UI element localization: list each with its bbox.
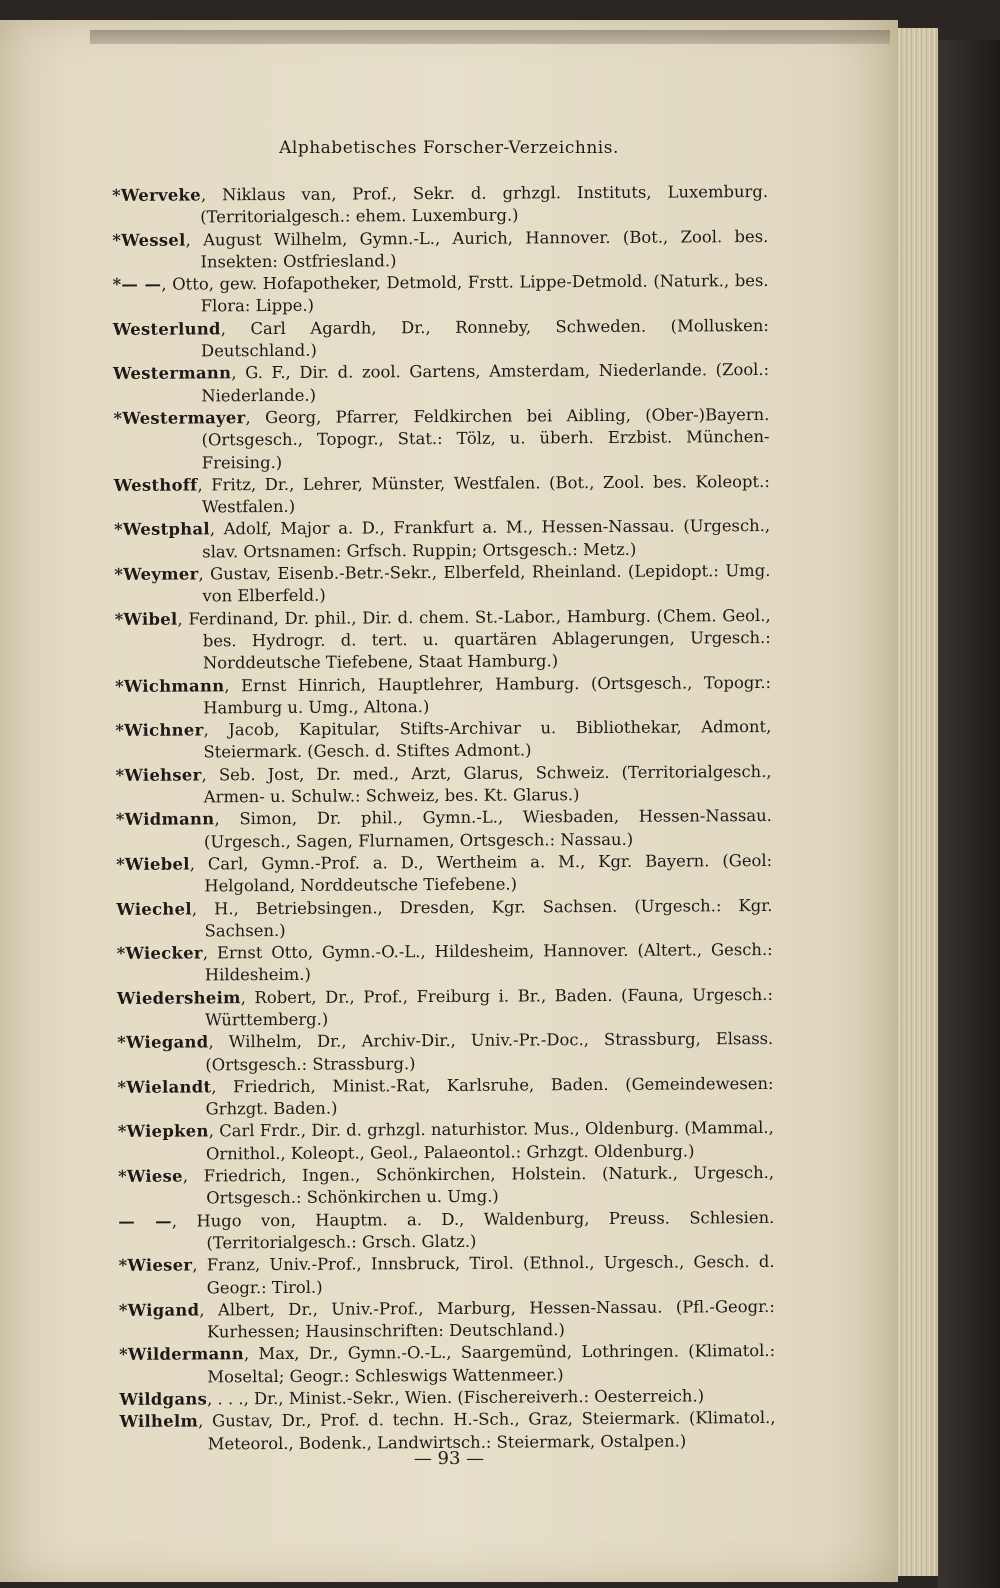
entry-name: *Wildermann [119,1344,244,1365]
list-item [111,716,771,765]
entry-details: , Friedrich, Ingen., Schönkirchen, Holstein. (Naturk., Urgesch., Ortsgesch.: Schönkirchen u. Umg.) [182,1163,775,1208]
entry-details: , Carl Frdr., Dir. d. grhzgl. naturhistor. Mus., Oldenburg. (Mammal., Ornithol., Koleopt., Geol., Palaeontol.: Grhzgt. Oldenburg.) [205,1118,774,1164]
entry-name: *Wessel [112,230,186,250]
entry-name: Westerlund [112,319,221,339]
book-cover-edge [938,40,1000,1588]
list-item [110,471,770,520]
list-item [112,805,772,854]
entry-name: *Wibel [114,609,178,629]
list-item [112,850,772,899]
entry-details: , Friedrich, Minist.-Rat, Karlsruhe, Baden. (Gemeindewesen: Grhzgt. Baden.) [205,1073,774,1119]
entry-details: , Albert, Dr., Univ.-Prof., Marburg, Hessen-Nassau. (Pfl.-Geogr.: Kurhessen; Hausinschriften: Deutschland.) [199,1296,775,1342]
entry-details: , Franz, Univ.-Prof., Innsbruck, Tirol. (Ethnol., Urgesch., Gesch. d. Geogr.: Tirol.) [192,1252,775,1297]
list-item [113,1073,773,1122]
entry-name: *Wieser [118,1255,193,1276]
entry-details: , Simon, Dr. phil., Gymn.-L., Wiesbaden, Hessen-Nassau. (Urgesch., Sagen, Flurnamen, Ortsgesch.: Nassau.) [203,806,772,852]
entry-name: Wiechel [116,899,192,919]
entry-details: , Adolf, Major a. D., Frankfurt a. M., Hessen-Nassau. (Urgesch., slav. Ortsnamen: Grfsch. Ruppin; Ortsgesch.: Metz.) [202,516,771,562]
running-head: Alphabetisches Forscher-Verzeichnis. [279,138,619,158]
entry-details: , Robert, Dr., Prof., Freiburg i. Br., Baden. (Fauna, Urgesch.: Württemberg.) [205,984,774,1030]
entry-details: , Carl Agardh, Dr., Ronneby, Schweden. (Mollusken: Deutschland.) [200,315,769,361]
list-item [115,1251,775,1300]
entry-name: *Wichmann [115,675,225,696]
entry-name: *Wiepken [117,1121,209,1142]
entry-name: *Wichner [115,720,204,741]
book-page [0,20,898,1582]
entry-details: , Max, Dr., Gymn.-O.-L., Saargemünd, Lothringen. (Klimatol.: Moseltal; Geogr.: Schleswigs Wattenmeer.) [207,1341,776,1387]
entry-name: Westermann [113,363,232,384]
list-item [114,1207,774,1256]
entry-name: — — [118,1211,172,1231]
entry-list [108,181,776,1456]
entry-details: , . . ., Dr., Minist.-Sekr., Wien. (Fischereiverh.: Oesterreich.) [207,1386,705,1409]
list-item [114,1162,774,1211]
entry-details: , Gustav, Dr., Prof. d. techn. H.-Sch., Graz, Steiermark. (Klimatol., Meteorol., Bodenk., Landwirtsch.: Steiermark, Ostalpen.) [198,1408,776,1454]
entry-details: , Seb. Jost, Dr. med., Arzt, Glarus, Schweiz. (Territorialgesch., Armen- u. Schulw.: Schweiz, bes. Kt. Glarus.) [201,761,772,807]
list-item [113,1028,773,1077]
list-item [109,359,769,408]
entry-name: *Widmann [115,809,215,830]
entry-name: *Wigand [118,1300,200,1320]
entry-name: *Westermayer [113,408,246,428]
entry-details: , Otto, gew. Hofapotheker, Detmold, Frstt. Lippe-Detmold. (Naturk., bes. Flora: Lippe.) [161,271,769,316]
entry-name: *Wiecker [116,943,203,964]
entry-name: *Wielandt [117,1077,212,1097]
list-item [114,1117,774,1166]
entry-name: Westhoff [113,475,198,495]
entry-name: *Wiebel [116,854,190,874]
entry-details: , H., Betriebsingen., Dresden, Kgr. Sachsen. (Urgesch.: Kgr. Sachsen.) [191,895,773,941]
list-item [115,1340,775,1389]
entry-details: , Niklaus van, Prof., Sekr. d. grhzgl. Instituts, Luxemburg. (Territorialgesch.: ehem. Luxemburg.) [200,181,769,227]
entry-name: *Werveke [112,185,201,205]
entry-details: , Jacob, Kapitular, Stifts-Archivar u. Bibliothekar, Admont, Steiermark. (Gesch. d. Stiftes Admont.) [203,717,772,762]
list-item [113,939,773,988]
entry-details: , August Wilhelm, Gymn.-L., Aurich, Hannover. (Bot., Zool. bes. Insekten: Ostfriesland.) [185,226,769,272]
entry-name: Wildgans [119,1389,208,1409]
entry-name: *Wiese [117,1166,183,1187]
entry-details: , Georg, Pfarrer, Feldkirchen bei Aibling, (Ober-)Bayern. (Ortsgesch., Topogr., Stat.: Tölz, u. überh. Erzbist. München-Freising.) [201,404,770,472]
page-number: — 93 — [413,1448,485,1469]
entry-details: , Gustav, Eisenb.-Betr.-Sekr., Elberfeld, Rheinland. (Lepidopt.: Umg. von Elberfeld.) [198,561,771,606]
entry-name: Wilhelm [119,1411,199,1432]
entry-name: Wiedersheim [116,987,241,1008]
entry-details: , Ernst Hinrich, Hauptlehrer, Hamburg. (Ortsgesch., Topogr.: Hamburg u. Umg., Altona.) [203,672,772,718]
list-item [113,984,773,1033]
list-item [112,894,772,943]
list-item [109,270,769,319]
entry-details: , Wilhelm, Dr., Archiv-Dir., Univ.-Pr.-Doc., Strassburg, Elsass. (Ortsgesch.: Strassburg.) [205,1029,774,1074]
list-item [110,560,770,609]
entry-details: , Fritz, Dr., Lehrer, Münster, Westfalen. (Bot., Zool. bes. Koleopt.: Westfalen.) [197,471,770,517]
entry-details: , Carl, Gymn.-Prof. a. D., Wertheim a. M., Kgr. Bayern. (Geol: Helgoland, Norddeutsche Tiefebene.) [189,850,773,896]
list-item [109,404,769,475]
entry-name: *Wiehser [115,765,202,785]
list-item [115,1296,775,1345]
top-edge-shadow [90,30,890,44]
entry-name: *Weymer [114,564,199,585]
list-item [111,671,771,720]
list-item [108,181,768,230]
list-item [108,226,768,275]
list-item [112,761,772,810]
page-edges [898,28,938,1576]
entry-details: , Ferdinand, Dr. phil., Dir. d. chem. St.-Labor., Hamburg. (Chem. Geol., bes. Hydrogr. d. tert. u. quartären Ablagerungen, Urgesch.: Norddeutsche Tiefebene, Staat Hamburg.) [177,605,771,673]
list-item [109,315,769,364]
entry-details: , Hugo von, Hauptm. a. D., Waldenburg, Preuss. Schlesien. (Territorialgesch.: Grsch. Glatz.) [171,1207,775,1253]
list-item [111,605,771,676]
entry-name: *— — [112,274,162,295]
entry-name: *Wiegand [117,1032,209,1053]
entry-details: , Ernst Otto, Gymn.-O.-L., Hildesheim, Hannover. (Altert., Gesch.: Hildesheim.) [202,940,773,985]
entry-name: *Westphal [114,519,210,540]
entry-details: , G. F., Dir. d. zool. Gartens, Amsterdam, Niederlande. (Zool.: Niederlande.) [201,360,770,406]
list-item [110,515,770,564]
